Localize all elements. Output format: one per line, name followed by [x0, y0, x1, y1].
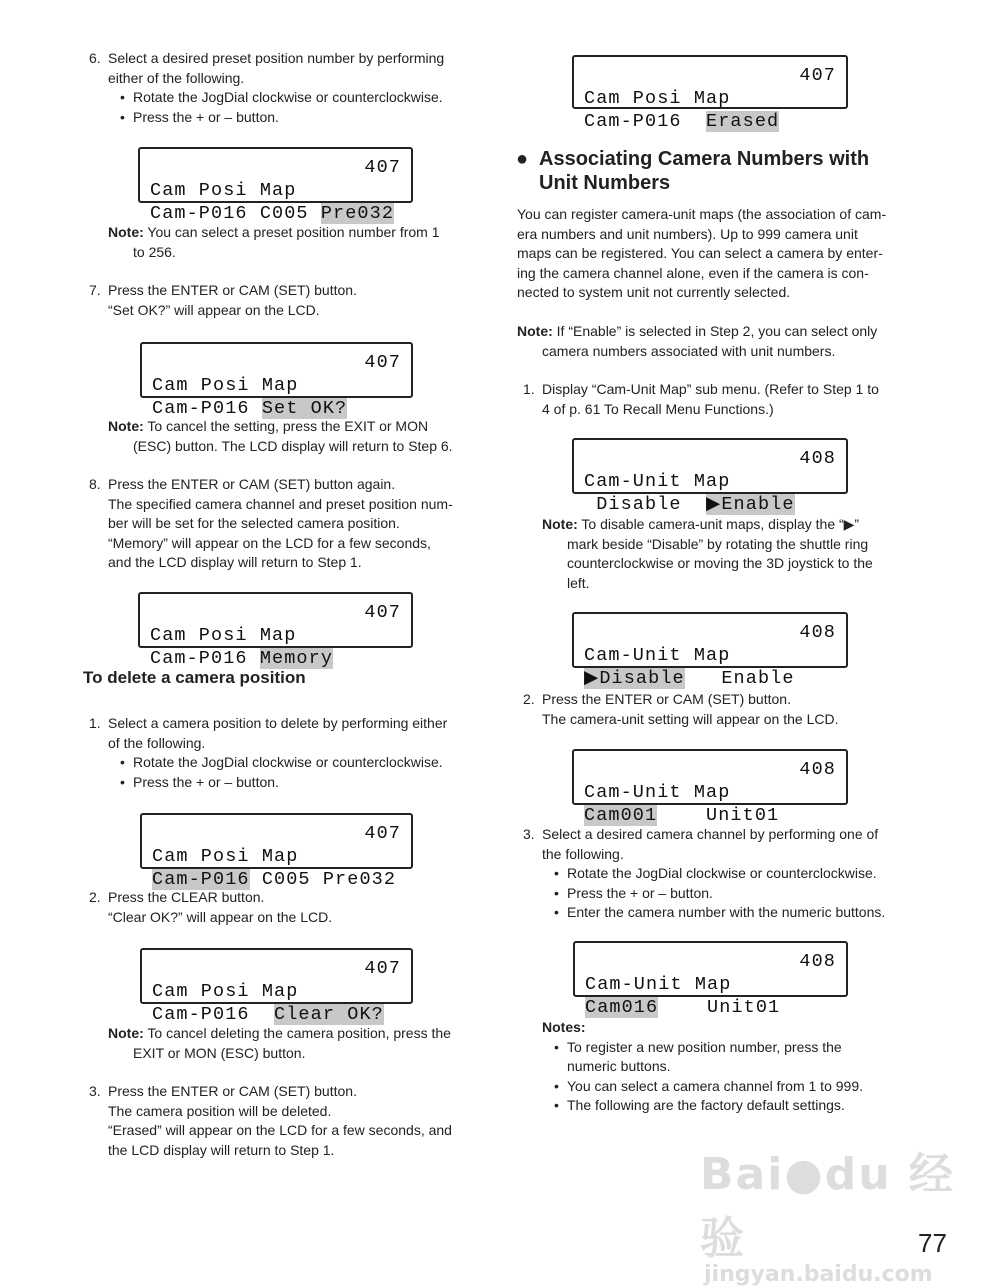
lcd-display: Cam Posi Map 407 Cam-P016 Erased [572, 55, 848, 109]
list-item: • The following are the factory default settings. [542, 1096, 906, 1116]
watermark-logo: Bai●du 经验 [700, 1149, 955, 1264]
lcd-display: Cam-Unit Map 408 ▶Disable Enable [572, 612, 848, 668]
section-subheading: To delete a camera position [83, 668, 306, 687]
step-8: 8. Press the ENTER or CAM (SET) button again. The specified camera channel and preset position num- ber will be set for the selected camera position. “Memory” will appear on the LCD for a few seconds, and the LCD display will return to Step 1. [89, 476, 453, 570]
list-item: • Press the + or – button. [108, 773, 473, 793]
list-item: • Rotate the JogDial clockwise or counterclockwise. [108, 88, 473, 108]
list-item: • You can select a camera channel from 1 to 999. [542, 1077, 906, 1097]
lcd-display: Cam Posi Map 407 Cam-P016 Memory [138, 592, 413, 648]
delete-step-2: 2. Press the CLEAR button. “Clear OK?” will appear on the LCD. [89, 889, 333, 925]
step-7: 7. Press the ENTER or CAM (SET) button. “Set OK?” will appear on the LCD. [89, 282, 357, 318]
step-2: 2. Press the ENTER or CAM (SET) button. The camera-unit setting will appear on the LCD. [523, 691, 839, 727]
list-item: • Enter the camera number with the numeric buttons. [542, 903, 907, 923]
note: Note: If “Enable” is selected in Step 2, you can select only camera numbers associated with unit numbers. [517, 323, 878, 359]
delete-step-3: 3. Press the ENTER or CAM (SET) button. The camera position will be deleted. “Erased” will appear on the LCD for a few seconds, and the LCD display will return to Step 1. [89, 1083, 452, 1158]
list-item: • Press the + or – button. [542, 884, 907, 904]
lcd-display: Cam-Unit Map 408 Cam016 Unit01 [573, 941, 848, 997]
note: Note: To cancel the setting, press the EXIT or MON (ESC) button. The LCD display will return to Step 6. [108, 418, 453, 454]
list-item: • Rotate the JogDial clockwise or counterclockwise. [108, 753, 473, 773]
note: Note: To cancel deleting the camera position, press the EXIT or MON (ESC) button. [108, 1025, 451, 1061]
watermark [700, 1138, 987, 1287]
list-item: • To register a new position number, press the [542, 1038, 906, 1058]
step-3: 3. Select a desired camera channel by performing one of the following. • Rotate the JogDial clockwise or counterclockwise. • Press the + or – button. • Enter the camera number with the numeric buttons. [517, 825, 907, 923]
lcd-display: Cam Posi Map 407 Cam-P016 Clear OK? [140, 948, 413, 1004]
list-item: • Press the + or – button. [108, 108, 473, 128]
bullet-icon: ● [516, 148, 529, 170]
page-number: 77 [918, 1228, 947, 1258]
lcd-display: Cam-Unit Map 408 Cam001 Unit01 [572, 749, 848, 805]
notes: Notes: • To register a new position number, press the numeric buttons. • You can select a camera channel from 1 to 999. • The following are the factory default settings. [542, 1018, 906, 1116]
lcd-display: Cam Posi Map 407 Cam-P016 C005 Pre032 [140, 813, 413, 869]
intro-paragraph: You can register camera-unit maps (the association of cam- era numbers and unit numbers). Up to 999 camera unit maps can be registered. You can select a camera by enter- ing the camera channel alone, even if the camera is con- nected to system unit not currently selected. [517, 206, 887, 300]
section-heading: ● Associating Camera Numbers with Unit Numbers [516, 148, 870, 194]
note: Note: To disable camera-unit maps, display the “▶” mark beside “Disable” by rotating the shuttle ring counterclockwise or moving the 3D joystick to the left. [542, 516, 873, 591]
lcd-display: Cam-Unit Map 408 Disable ▶Enable [572, 438, 848, 494]
lcd-display: Cam Posi Map 407 Cam-P016 Set OK? [140, 342, 413, 398]
step-1: 1. Display “Cam-Unit Map” sub menu. (Refer to Step 1 to 4 of p. 61 To Recall Menu Functions.) [523, 381, 879, 417]
list-item: • Rotate the JogDial clockwise or counterclockwise. [542, 864, 907, 884]
watermark-url: jingyan.baidu.com [704, 1262, 933, 1287]
delete-step-1: 1. Select a camera position to delete by performing either of the following. • Rotate the JogDial clockwise or counterclockwise. • Press the + or – button. [83, 714, 473, 792]
note: Note: You can select a preset position number from 1 to 256. [108, 224, 440, 260]
lcd-display: Cam Posi Map 407 Cam-P016 C005 Pre032 [138, 147, 413, 203]
step-6: 6. Select a desired preset position number by performing either of the following. • Rotate the JogDial clockwise or counterclockwise. • Press the + or – button. [83, 49, 473, 127]
step-number: 6. [89, 50, 101, 66]
